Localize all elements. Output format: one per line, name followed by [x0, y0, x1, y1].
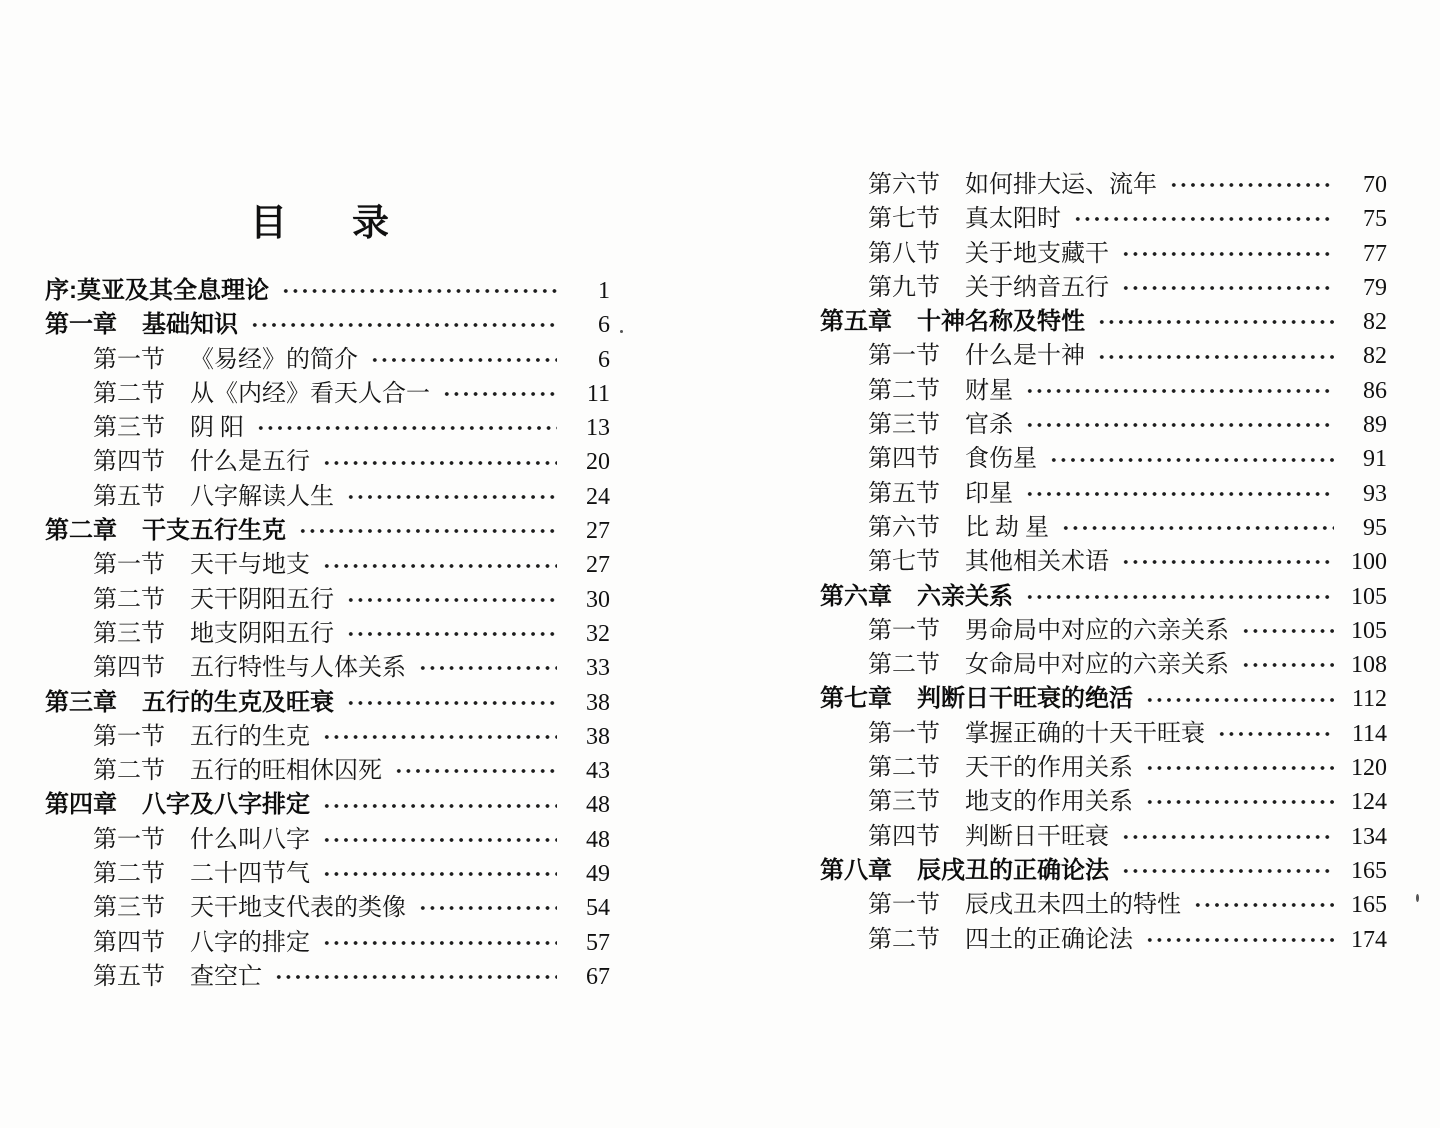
toc-entry-title: 十神名称及特性 [917, 308, 1085, 336]
toc-entry-number: 第二节 [93, 758, 165, 785]
toc-entry-number: 第三节 [93, 620, 165, 647]
toc-entry-number: 第一节 [93, 552, 165, 579]
toc-entry-number: 第一节 [868, 343, 940, 370]
dot-leader [322, 799, 557, 813]
dot-leader [1097, 315, 1334, 329]
dot-leader [1121, 830, 1334, 844]
toc-entry-page: 6 [598, 312, 610, 339]
toc-entry-number: 第七节 [868, 206, 940, 233]
toc-entry-title: 阴 阳 [190, 415, 244, 442]
dot-leader [1061, 521, 1334, 535]
toc-entry-number: 第五节 [868, 480, 940, 507]
toc-entry-page: 27 [586, 518, 610, 545]
toc-entry [45, 411, 610, 445]
dot-leader [322, 456, 557, 470]
toc-entry [45, 308, 610, 342]
toc-entry-title: 食伤星 [965, 446, 1037, 473]
toc-entry-title: 如何排大运、流年 [965, 172, 1157, 198]
toc-entry-page: 105 [1351, 583, 1387, 610]
toc-entry-number: 第四节 [93, 449, 165, 476]
toc-entry-page: 93 [1363, 480, 1387, 507]
toc-entry-page: 91 [1363, 446, 1387, 473]
dot-leader [346, 490, 557, 504]
toc-entry [820, 923, 1387, 957]
toc-entry [820, 237, 1387, 271]
toc-entry [820, 682, 1387, 716]
dot-leader [1121, 864, 1334, 878]
toc-entry [45, 857, 610, 891]
toc-entry-title: 五行的旺相休囚死 [190, 758, 382, 785]
toc-entry-title: 序:莫亚及其全息理论 [45, 277, 269, 304]
toc-entry-title: 八字的排定 [190, 929, 310, 956]
toc-entry-page: 120 [1351, 755, 1387, 782]
toc-entry-number: 第一节 [868, 892, 940, 919]
toc-entry [820, 545, 1387, 579]
toc-entry-page: 38 [586, 689, 610, 716]
toc-entry-title: 关于地支藏干 [965, 240, 1109, 267]
toc-entry-number: 第二节 [868, 652, 940, 679]
toc-entry [45, 274, 610, 308]
toc-entry [45, 686, 610, 720]
toc-entry-page: 57 [586, 929, 610, 956]
toc-entry-number: 第一节 [93, 723, 165, 750]
toc-entry-title: 真太阳时 [965, 206, 1061, 233]
toc-entry-title: 八字解读人生 [190, 483, 334, 510]
toc-entry-title: 《易经》的简介 [190, 346, 358, 373]
toc-entry-page: 165 [1351, 857, 1387, 884]
toc-entry [820, 202, 1387, 236]
toc-entry-title: 其他相关术语 [965, 549, 1109, 576]
toc-entry [45, 617, 610, 651]
toc-entry-number: 第八节 [868, 240, 940, 267]
toc-entry-page: 82 [1363, 309, 1387, 336]
dot-leader [370, 353, 557, 367]
toc-entry-page: 82 [1363, 343, 1387, 370]
dot-leader [1121, 555, 1334, 569]
dot-leader [418, 661, 557, 675]
toc-entry [45, 445, 610, 479]
toc-entry-page: 1 [598, 278, 610, 304]
dot-leader [1049, 453, 1334, 467]
toc-left-column [45, 274, 610, 994]
toc-entry-title: 基础知识 [142, 311, 238, 339]
toc-entry [820, 339, 1387, 373]
dot-leader [1145, 693, 1334, 707]
toc-entry-page: 43 [586, 758, 610, 785]
toc-entry [45, 377, 610, 411]
toc-entry [45, 343, 610, 377]
toc-entry-page: 112 [1351, 686, 1387, 713]
toc-entry [45, 823, 610, 857]
toc-entry-number: 第二节 [868, 377, 940, 404]
dot-leader [442, 387, 557, 401]
toc-entry [820, 751, 1387, 785]
dot-leader [1241, 658, 1334, 672]
page-title: 目 录 [250, 202, 403, 243]
toc-entry-title: 天干地支代表的类像 [190, 895, 406, 922]
toc-entry-page: 54 [586, 895, 610, 922]
toc-entry-title: 地支的作用关系 [965, 789, 1133, 816]
toc-entry [45, 788, 610, 822]
toc-entry-page: 33 [586, 655, 610, 682]
toc-entry [820, 820, 1387, 854]
toc-entry-page: 95 [1363, 514, 1387, 541]
toc-entry [45, 926, 610, 960]
toc-entry-page: 20 [586, 449, 610, 476]
toc-entry-title: 女命局中对应的六亲关系 [965, 652, 1229, 679]
dot-leader [1217, 727, 1334, 741]
toc-entry [820, 717, 1387, 751]
toc-entry-title: 比 劫 星 [965, 514, 1049, 541]
dot-leader [1025, 384, 1334, 398]
toc-entry-title: 什么叫八字 [190, 826, 310, 853]
scan-speck [620, 330, 623, 333]
toc-entry-page: 86 [1363, 377, 1387, 404]
toc-entry-page: 67 [586, 963, 610, 990]
toc-entry [820, 374, 1387, 408]
toc-entry-page: 108 [1351, 652, 1387, 679]
toc-entry-page: 75 [1363, 206, 1387, 233]
toc-entry-title: 什么是十神 [965, 343, 1085, 370]
dot-leader [322, 559, 557, 573]
toc-entry-title: 辰戌丑未四土的特性 [965, 892, 1181, 919]
dot-leader [298, 524, 557, 538]
dot-leader [346, 593, 557, 607]
toc-entry-number: 第四节 [93, 655, 165, 682]
dot-leader [322, 936, 557, 950]
toc-entry-number: 第九节 [868, 274, 940, 301]
toc-entry [45, 720, 610, 754]
dot-leader [1097, 350, 1334, 364]
toc-entry-number: 第一节 [93, 346, 165, 373]
toc-entry-page: 124 [1351, 789, 1387, 816]
toc-entry-title: 地支阴阳五行 [190, 620, 334, 647]
toc-entry-number: 第七章 [820, 685, 892, 713]
toc-entry [820, 477, 1387, 511]
toc-entry [820, 888, 1387, 922]
dot-leader [281, 284, 557, 298]
toc-entry-number: 第七节 [868, 549, 940, 576]
toc-entry-number: 第六节 [868, 172, 940, 198]
dot-leader [274, 970, 557, 984]
toc-entry-title: 二十四节气 [190, 861, 310, 888]
toc-entry-title: 八字及八字排定 [142, 791, 310, 819]
toc-entry [45, 651, 610, 685]
toc-entry-title: 男命局中对应的六亲关系 [965, 617, 1229, 644]
toc-entry-title: 判断日干旺衰的绝活 [917, 685, 1133, 713]
dot-leader [1169, 178, 1334, 192]
toc-right-column [820, 168, 1387, 957]
toc-entry-title: 五行特性与人体关系 [190, 655, 406, 682]
toc-entry-title: 从《内经》看天人合一 [190, 380, 430, 407]
toc-entry-page: 174 [1351, 926, 1387, 953]
toc-entry [45, 548, 610, 582]
toc-entry-page: 13 [586, 415, 610, 442]
toc-entry-title: 四土的正确论法 [965, 926, 1133, 953]
toc-entry-title: 辰戌丑的正确论法 [917, 856, 1109, 884]
toc-entry-number: 第三节 [93, 895, 165, 922]
toc-entry-number: 第四章 [45, 791, 117, 819]
toc-entry-number: 第六节 [868, 514, 940, 541]
toc-entry-number: 第一节 [93, 826, 165, 853]
toc-entry [45, 754, 610, 788]
dot-leader [1145, 761, 1334, 775]
toc-entry-number: 第八章 [820, 856, 892, 884]
toc-entry [45, 583, 610, 617]
toc-entry-number: 第四节 [868, 823, 940, 850]
toc-entry-title: 六亲关系 [917, 582, 1013, 610]
toc-entry-page: 100 [1351, 549, 1387, 576]
toc-entry [45, 960, 610, 994]
dot-leader [322, 867, 557, 881]
toc-entry-page: 11 [586, 380, 610, 407]
dot-leader [394, 764, 557, 778]
toc-entry-page: 30 [586, 586, 610, 613]
toc-entry-title: 干支五行生克 [142, 517, 286, 545]
dot-leader [346, 627, 557, 641]
dot-leader [1073, 212, 1334, 226]
toc-entry-page: 105 [1351, 617, 1387, 644]
toc-entry-number: 第五节 [93, 963, 165, 990]
toc-entry [820, 785, 1387, 819]
toc-entry-page: 70 [1363, 172, 1387, 198]
dot-leader [250, 318, 557, 332]
toc-entry-page: 79 [1363, 274, 1387, 301]
toc-entry [820, 580, 1387, 614]
toc-entry-number: 第四节 [93, 929, 165, 956]
toc-entry-number: 第一节 [868, 617, 940, 644]
toc-entry [820, 168, 1387, 202]
dot-leader [1025, 590, 1334, 604]
toc-entry-title: 印星 [965, 480, 1013, 507]
toc-entry [820, 305, 1387, 339]
toc-entry [820, 648, 1387, 682]
scan-speck [1416, 894, 1419, 902]
toc-entry-number: 第二节 [868, 755, 940, 782]
toc-entry-number: 第二章 [45, 517, 117, 545]
dot-leader [322, 730, 557, 744]
toc-entry-title: 掌握正确的十天干旺衰 [965, 720, 1205, 747]
dot-leader [1145, 933, 1334, 947]
toc-entry-title: 官杀 [965, 412, 1013, 439]
toc-entry [820, 854, 1387, 888]
dot-leader [256, 421, 557, 435]
toc-entry-page: 24 [586, 483, 610, 510]
dot-leader [1121, 247, 1334, 261]
toc-entry-page: 165 [1351, 892, 1387, 919]
toc-entry-title: 查空亡 [190, 963, 262, 990]
toc-entry-page: 48 [586, 792, 610, 819]
toc-entry-title: 财星 [965, 377, 1013, 404]
toc-entry-number: 第三节 [868, 789, 940, 816]
toc-entry [45, 891, 610, 925]
toc-entry-page: 89 [1363, 412, 1387, 439]
toc-entry-title: 关于纳音五行 [965, 274, 1109, 301]
toc-entry-title: 判断日干旺衰 [965, 823, 1109, 850]
toc-entry [820, 511, 1387, 545]
toc-entry-title: 五行的生克及旺衰 [142, 688, 334, 716]
toc-entry [45, 480, 610, 514]
toc-entry-number: 第二节 [93, 586, 165, 613]
toc-entry [820, 614, 1387, 648]
toc-entry-number: 第四节 [868, 446, 940, 473]
toc-entry-page: 27 [586, 552, 610, 579]
toc-entry-number: 第三节 [868, 412, 940, 439]
toc-entry-number: 第三节 [93, 415, 165, 442]
toc-entry-page: 32 [586, 620, 610, 647]
toc-entry-page: 114 [1351, 720, 1387, 747]
toc-entry [45, 514, 610, 548]
toc-entry-title: 五行的生克 [190, 723, 310, 750]
dot-leader [346, 696, 557, 710]
toc-entry [820, 442, 1387, 476]
toc-entry [820, 271, 1387, 305]
dot-leader [1193, 898, 1334, 912]
toc-entry-title: 天干与地支 [190, 552, 310, 579]
toc-entry-number: 第二节 [868, 926, 940, 953]
toc-entry-page: 77 [1363, 240, 1387, 267]
toc-entry-number: 第二节 [93, 861, 165, 888]
toc-entry-number: 第五节 [93, 483, 165, 510]
toc-entry-page: 38 [586, 723, 610, 750]
toc-entry [820, 408, 1387, 442]
toc-entry-number: 第六章 [820, 582, 892, 610]
toc-entry-title: 天干阴阳五行 [190, 586, 334, 613]
dot-leader [322, 833, 557, 847]
toc-entry-number: 第一节 [868, 720, 940, 747]
dot-leader [1145, 795, 1334, 809]
toc-entry-number: 第三章 [45, 688, 117, 716]
toc-entry-number: 第五章 [820, 308, 892, 336]
toc-entry-number: 第一章 [45, 311, 117, 339]
dot-leader [1121, 281, 1334, 295]
dot-leader [1025, 487, 1334, 501]
toc-entry-number: 第二节 [93, 380, 165, 407]
toc-entry-title: 天干的作用关系 [965, 755, 1133, 782]
dot-leader [1241, 624, 1334, 638]
toc-entry-page: 6 [598, 346, 610, 373]
toc-entry-page: 49 [586, 861, 610, 888]
toc-entry-title: 什么是五行 [190, 449, 310, 476]
toc-entry-page: 48 [586, 826, 610, 853]
toc-entry-page: 134 [1351, 823, 1387, 850]
dot-leader [1025, 418, 1334, 432]
dot-leader [418, 901, 557, 915]
